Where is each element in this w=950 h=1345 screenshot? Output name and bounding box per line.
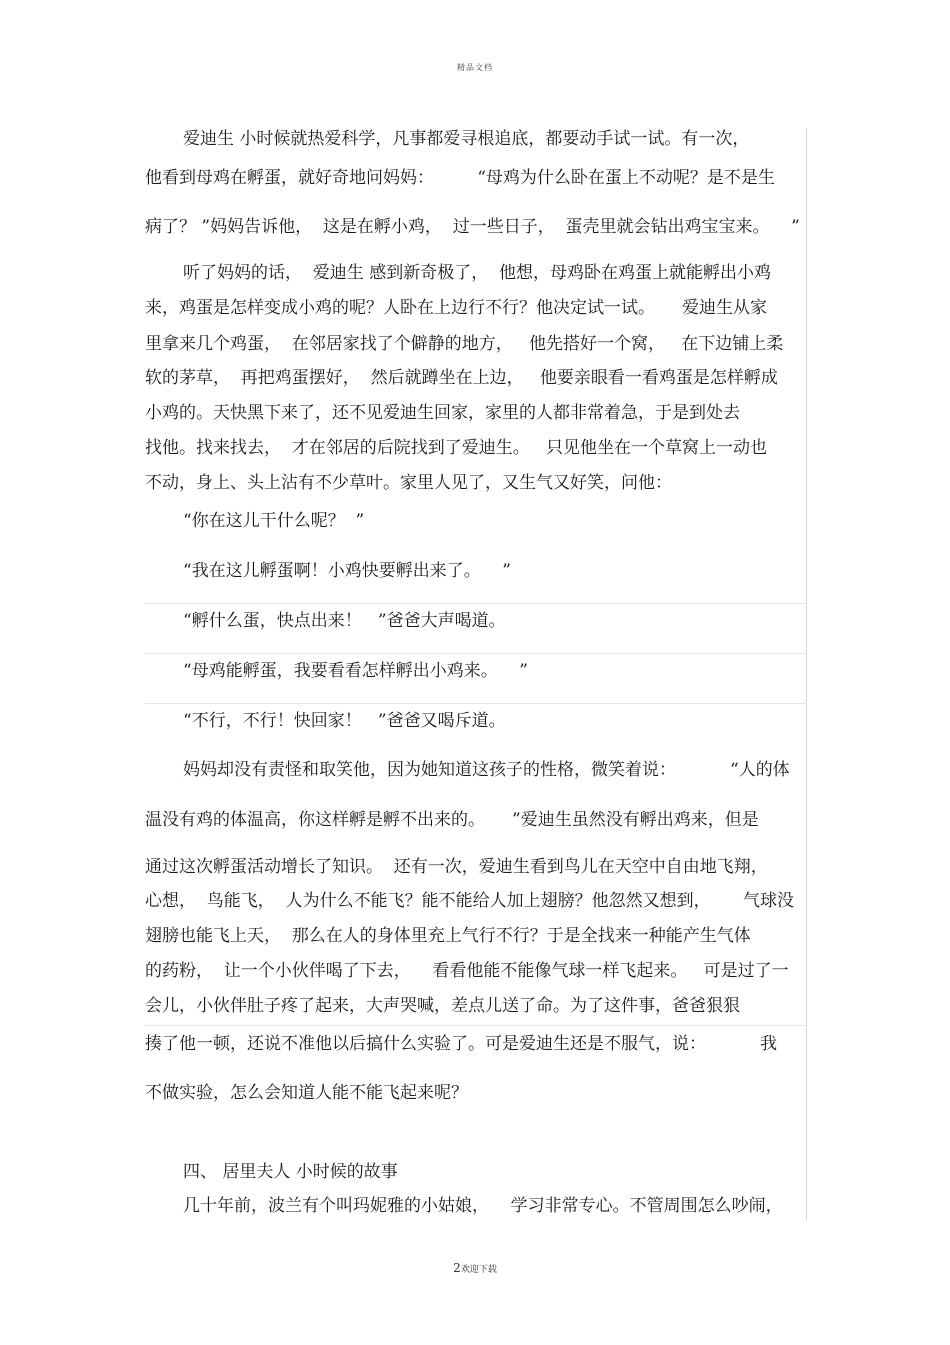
text-line: 他看到母鸡在孵蛋，就好奇地问妈妈： “母鸡为什么卧在蛋上不动呢？是不是生: [145, 168, 775, 188]
divider-rule: [145, 653, 807, 654]
text-line: 翅膀也能飞上天， 那么在人的身体里充上气行不行？于是全找来一种能产生气体: [145, 926, 751, 946]
dialogue-line: “母鸡能孵蛋，我要看看怎样孵出小鸡来。 ”: [183, 661, 528, 681]
text-line: 揍了他一顿，还说不准他以后搞什么实验了。可是爱迪生还是不服气，说： 我: [145, 1034, 778, 1054]
text-line: 找他。找来找去， 才在邻居的后院找到了爱迪生。 只见他坐在一个草窝上一动也: [145, 438, 768, 458]
text-line: 会儿，小伙伴肚子疼了起来，大声哭喊，差点儿送了命。为了这件事，爸爸狠狠: [145, 996, 740, 1016]
divider-rule: [145, 603, 807, 604]
divider-rule: [145, 1025, 807, 1026]
dialogue-line: “你在这儿干什么呢？ ”: [183, 511, 365, 531]
dialogue-line: “不行，不行！快回家！ ”爸爸又喝斥道。: [183, 711, 506, 731]
text-line: 温没有鸡的体温高，你这样孵是孵不出来的。 ”爱迪生虽然没有孵出鸡来，但是: [145, 810, 759, 830]
dialogue-line: “孵什么蛋，快点出来！ ”爸爸大声喝道。: [183, 611, 506, 631]
text-line: 爱迪生 小时候就热爱科学，凡事都爱寻根追底，都要动手试一试。有一次，: [183, 129, 750, 149]
page-number: 2: [453, 1261, 461, 1275]
text-line: 的药粉， 让一个小伙伴喝了下去， 看看他能不能像气球一样飞起来。 可是过了一: [145, 961, 789, 981]
footer-text: 欢迎下载: [460, 1265, 497, 1275]
text-line: 听了妈妈的话， 爱迪生 感到新奇极了， 他想，母鸡卧在鸡蛋上就能孵出小鸡: [183, 263, 772, 283]
dialogue-line: “我在这儿孵蛋啊！小鸡快要孵出来了。 ”: [183, 561, 511, 581]
page-footer: [0, 1261, 950, 1275]
page-header: 精品文档: [457, 63, 493, 72]
section-heading: 四、 居里夫人 小时候的故事: [183, 1162, 398, 1182]
text-line: 不动，身上、头上沾有不少草叶。家里人见了，又生气又好笑，问他：: [145, 473, 672, 493]
text-line: 来，鸡蛋是怎样变成小鸡的呢？人卧在上边行不行？他决定试一试。 爱迪生从家: [145, 298, 768, 318]
text-line: 不做实验，怎么会知道人能不能飞起来呢？: [145, 1083, 468, 1103]
right-border-rule: [806, 128, 807, 1220]
text-line: 软的茅草， 再把鸡蛋摆好， 然后就蹲坐在上边， 他要亲眼看一看鸡蛋是怎样孵成: [145, 368, 778, 388]
text-line: 里拿来几个鸡蛋， 在邻居家找了个僻静的地方， 他先搭好一个窝， 在下边铺上柔: [145, 334, 784, 354]
text-line: 通过这次孵蛋活动增长了知识。 还有一次，爱迪生看到鸟儿在天空中自由地飞翔，: [145, 857, 768, 877]
text-line: 心想， 鸟能飞， 人为什么不能飞？能不能给人加上翅膀？他忽然又想到， 气球没: [145, 891, 795, 911]
divider-rule: [145, 703, 807, 704]
text-line: 妈妈却没有责怪和取笑他，因为她知道这孩子的性格，微笑着说： “人的体: [183, 760, 790, 780]
text-line: 几十年前，波兰有个叫玛妮雅的小姑娘， 学习非常专心。不管周围怎么吵闹，: [183, 1196, 783, 1216]
text-line: 病了？ ”妈妈告诉他， 这是在孵小鸡， 过一些日子， 蛋壳里就会钻出鸡宝宝来。 ”: [145, 217, 800, 237]
text-line: 小鸡的。天快黑下来了，还不见爱迪生回家，家里的人都非常着急，于是到处去: [145, 403, 740, 423]
